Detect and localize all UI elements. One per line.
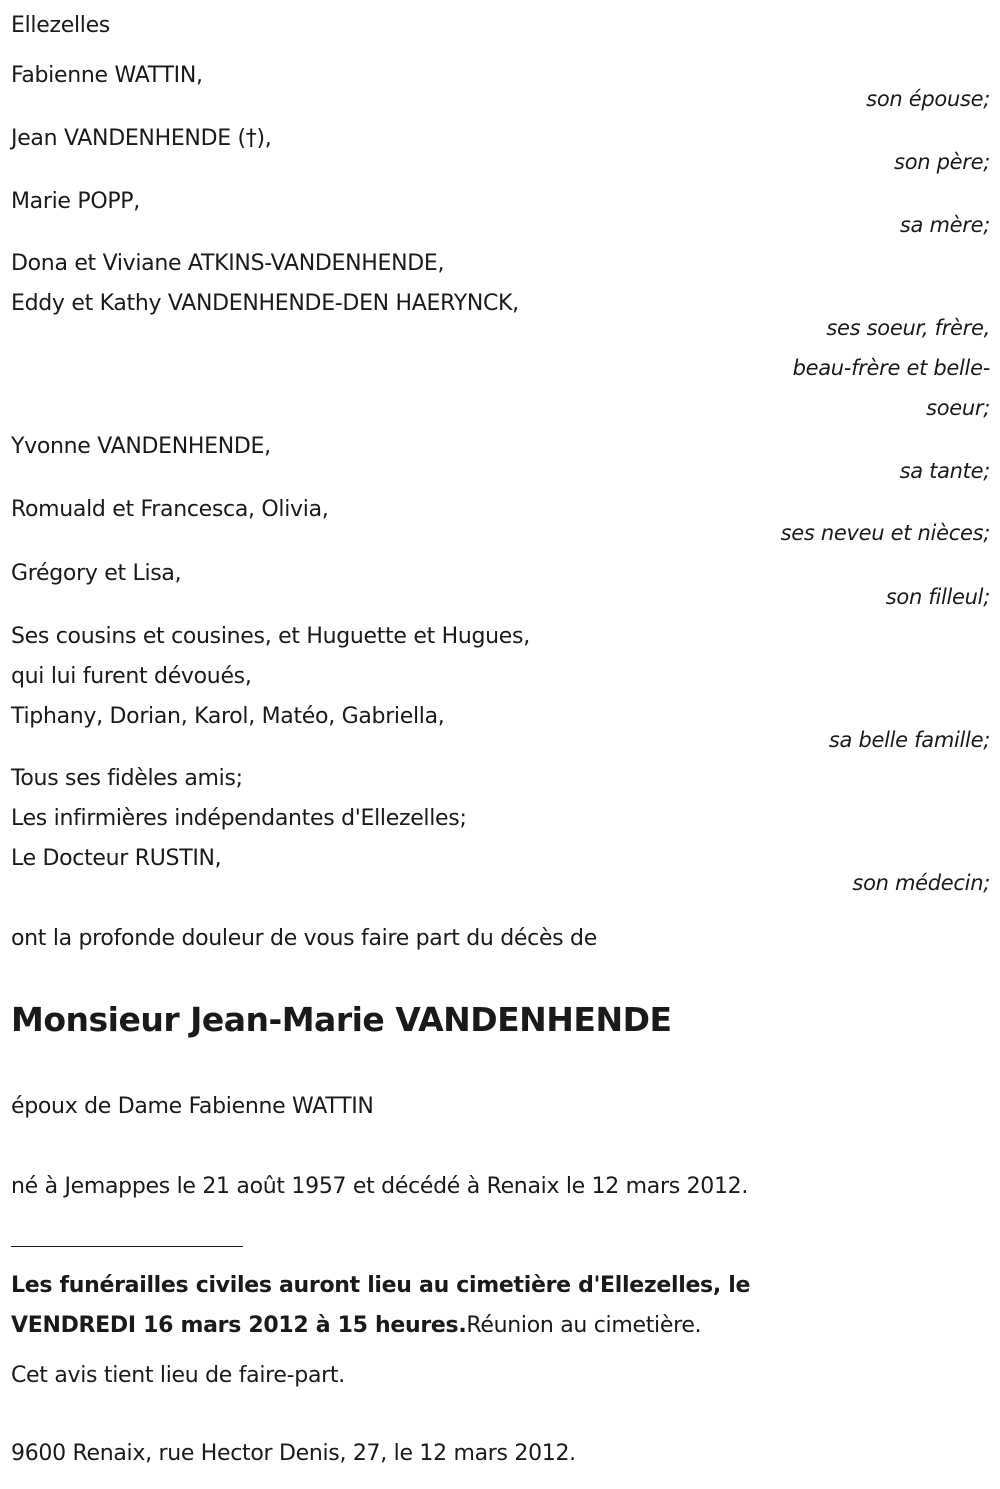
family-name: Jean VANDENHENDE (†), bbox=[11, 126, 272, 151]
address: 9600 Renaix, rue Hector Denis, 27, le 12 mars 2012. bbox=[11, 1441, 576, 1466]
family-relation: son père; bbox=[894, 150, 990, 174]
family-relation: sa mère; bbox=[899, 213, 990, 237]
family-name: Fabienne WATTIN, bbox=[11, 63, 203, 88]
family-relation: ses neveu et nièces; bbox=[780, 521, 990, 545]
funeral-date: VENDREDI 16 mars 2012 à 15 heures. bbox=[11, 1313, 467, 1338]
family-name: Marie POPP, bbox=[11, 189, 140, 214]
family-relation: beau-frère et belle- bbox=[792, 356, 990, 380]
place: Ellezelles bbox=[11, 13, 110, 38]
spouse-line: époux de Dame Fabienne WATTIN bbox=[11, 1094, 374, 1119]
family-relation: soeur; bbox=[926, 396, 990, 420]
family-relation: son épouse; bbox=[866, 87, 990, 111]
funeral-line: Les funérailles civiles auront lieu au cimetière d'Ellezelles, le bbox=[11, 1273, 751, 1298]
family-relation: sa belle famille; bbox=[828, 728, 990, 752]
family-name: qui lui furent dévoués, bbox=[11, 664, 252, 689]
family-relation: son médecin; bbox=[852, 871, 990, 895]
family-name: Tiphany, Dorian, Karol, Matéo, Gabriella, bbox=[11, 704, 445, 729]
divider bbox=[11, 1246, 243, 1247]
family-name: Dona et Viviane ATKINS-VANDENHENDE, bbox=[11, 251, 445, 276]
family-relation: ses soeur, frère, bbox=[826, 316, 990, 340]
family-name: Ses cousins et cousines, et Huguette et Hugues, bbox=[11, 624, 530, 649]
family-relation: sa tante; bbox=[899, 459, 990, 483]
birth-death: né à Jemappes le 21 août 1957 et décédé à Renaix le 12 mars 2012. bbox=[11, 1174, 749, 1199]
family-name: Les infirmières indépendantes d'Ellezelles; bbox=[11, 806, 467, 831]
notice: Cet avis tient lieu de faire-part. bbox=[11, 1363, 345, 1388]
funeral-meeting: Réunion au cimetière. bbox=[466, 1313, 702, 1338]
family-name: Romuald et Francesca, Olivia, bbox=[11, 497, 329, 522]
family-name: Tous ses fidèles amis; bbox=[11, 766, 243, 791]
deceased-name: Monsieur Jean-Marie VANDENHENDE bbox=[11, 1000, 672, 1039]
funeral-line-2 bbox=[11, 1312, 701, 1340]
family-name: Le Docteur RUSTIN, bbox=[11, 846, 222, 871]
family-name: Yvonne VANDENHENDE, bbox=[11, 434, 271, 459]
announcement: ont la profonde douleur de vous faire part du décès de bbox=[11, 926, 597, 951]
family-relation: son filleul; bbox=[885, 585, 990, 609]
family-name: Eddy et Kathy VANDENHENDE-DEN HAERYNCK, bbox=[11, 291, 519, 316]
family-name: Grégory et Lisa, bbox=[11, 561, 182, 586]
